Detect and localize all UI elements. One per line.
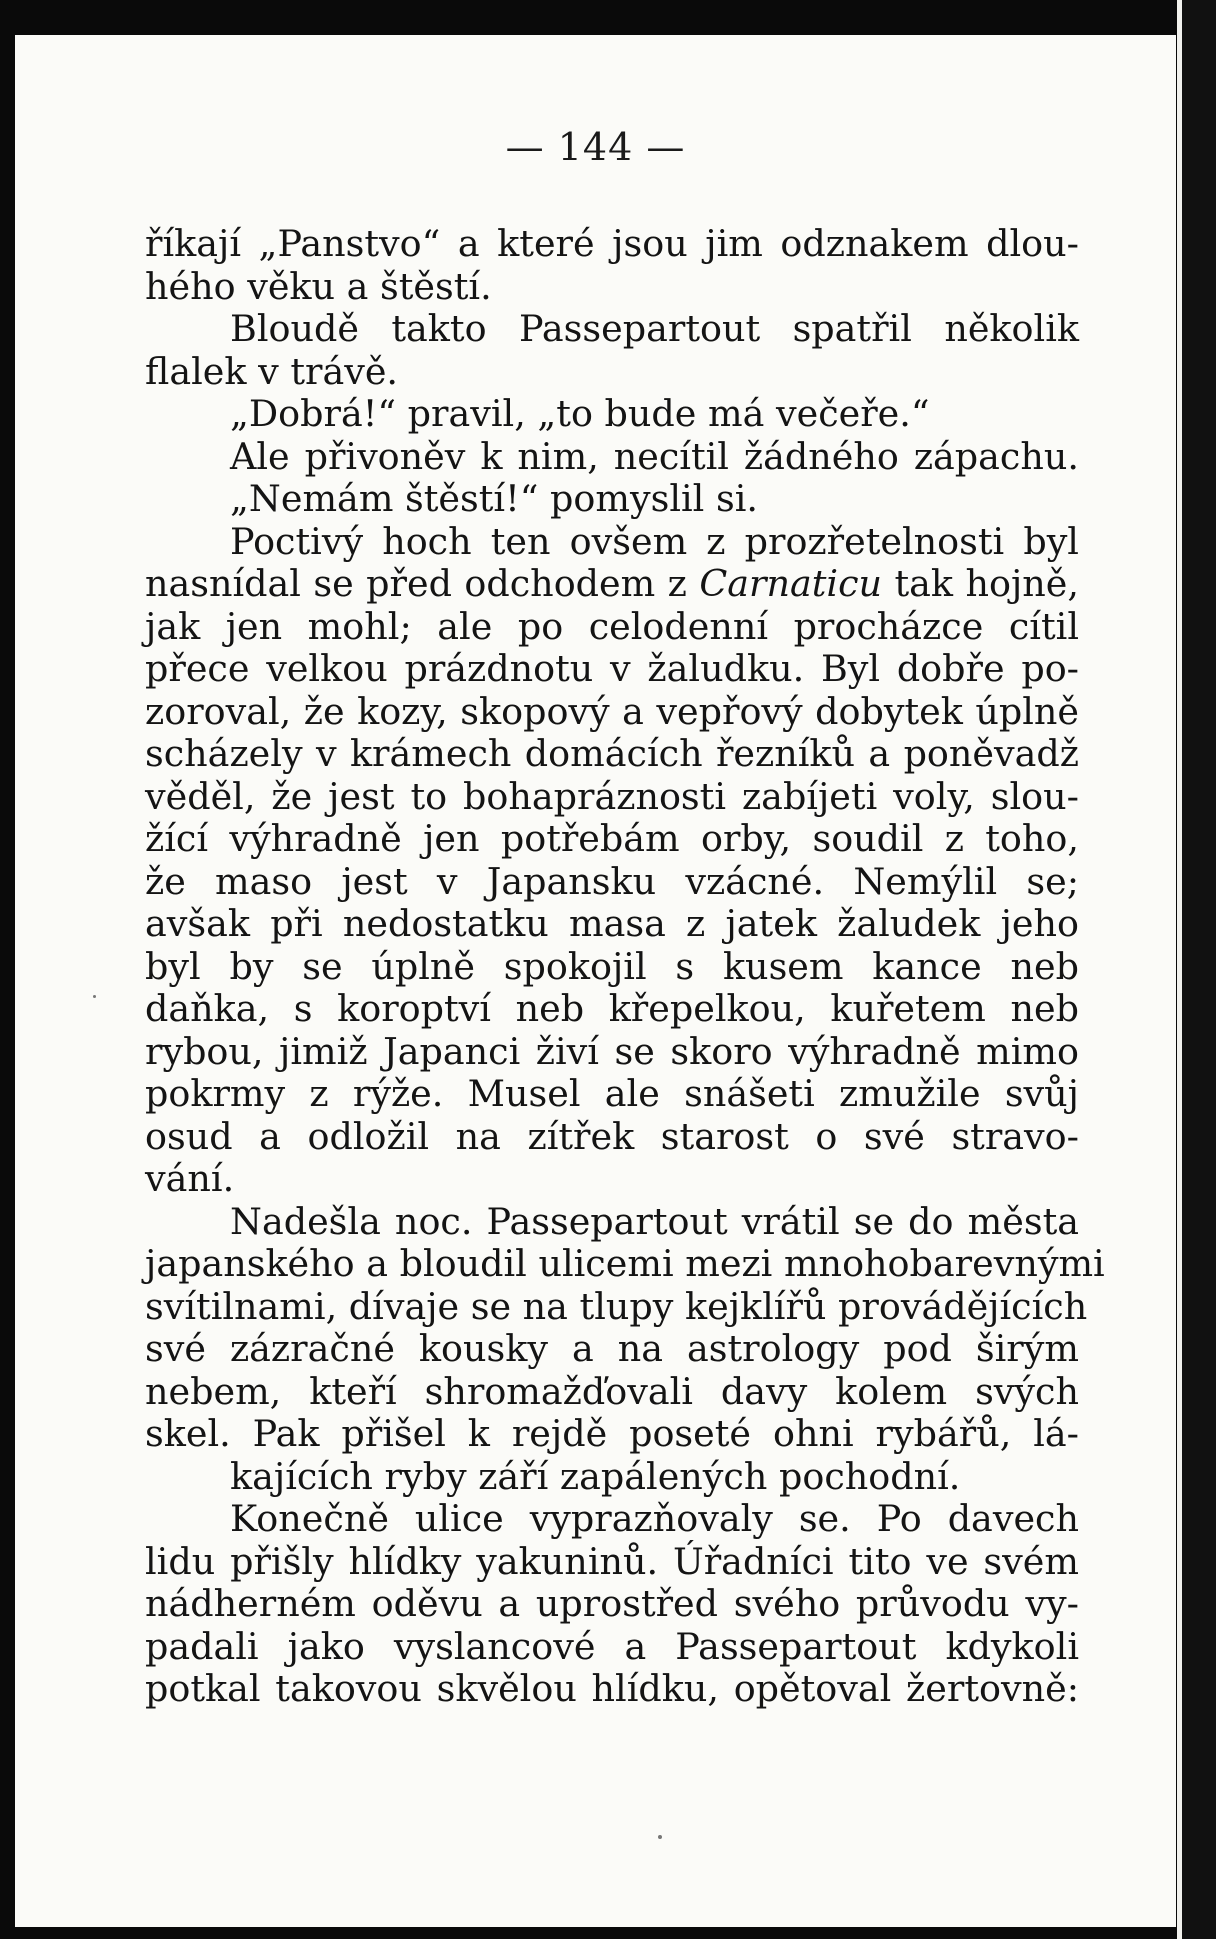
- text-line: Poctivý hoch ten ovšem z prozřetelnosti byl: [230, 519, 1079, 563]
- text-line: potkal takovou skvělou hlídku, opětoval žertovně:: [145, 1667, 1079, 1710]
- paper-speck: [658, 1835, 662, 1839]
- text-line: scházely v krámech domácích řezníků a poněvadž: [145, 732, 1079, 775]
- text-line: nádherném oděvu a uprostřed svého průvodu vy-: [145, 1582, 1079, 1625]
- text-line: nebem, kteří shromažďovali davy kolem svých: [145, 1369, 1079, 1413]
- text-line: hého věku a štěstí.: [145, 264, 492, 308]
- text-line: [145, 563, 1079, 606]
- text-line: Bloudě takto Passepartout spatřil několik: [230, 307, 1079, 350]
- text-line: flalek v trávě.: [145, 349, 399, 393]
- paper-speck: [93, 995, 96, 998]
- text-line: vání.: [145, 1157, 235, 1200]
- text-line: věděl, že jest to bohapráznosti zabíjeti voly, slou-: [145, 774, 1079, 818]
- text-line: avšak při nedostatku masa z jatek žaludek jeho: [145, 902, 1079, 945]
- text-line: daňka, s koroptví neb křepelkou, kuřetem neb: [145, 987, 1079, 1030]
- text-line: žící výhradně jen potřebám orby, soudil z toho,: [145, 817, 1079, 860]
- text-line: japanského a bloudil ulicemi mezi mnohobarevnými: [145, 1242, 1105, 1285]
- ship-name: Carnaticu: [699, 562, 883, 605]
- text-line: jak jen mohl; ale po celodenní procházce cítil: [145, 604, 1079, 648]
- text-line: lidu přišly hlídky yakuninů. Úřadníci tito ve svém: [145, 1539, 1079, 1583]
- text-line: Konečně ulice vyprazňovaly se. Po davech: [230, 1497, 1079, 1540]
- text-line: svítilnami, dívaje se na tlupy kejklířů provádějících: [145, 1284, 1088, 1328]
- text-line: své zázračné kousky a na astrology pod širým: [145, 1327, 1079, 1370]
- text-line: rybou, jimiž Japanci živí se skoro výhradně mimo: [145, 1029, 1079, 1073]
- text-line: přece velkou prázdnotu v žaludku. Byl dobře po-: [145, 647, 1079, 690]
- text-line: padali jako vyslancové a Passepartout kdykoli: [145, 1624, 1079, 1668]
- book-page: [15, 35, 1176, 1927]
- text-line: kajících ryby září zapálených pochodní.: [230, 1454, 961, 1498]
- text-fragment: tak hojně,: [882, 562, 1079, 605]
- text-line: že maso jest v Japansku vzácné. Nemýlil se;: [145, 859, 1079, 903]
- text-line: „Dobrá!“ pravil, „to bude má večeře.“: [230, 392, 930, 435]
- text-line: „Nemám štěstí!“ pomyslil si.: [230, 477, 758, 520]
- text-line: osud a odložil na zítřek starost o své stravo-: [145, 1114, 1079, 1158]
- page-number: — 144 —: [505, 125, 686, 169]
- text-line: skel. Pak přišel k rejdě poseté ohni rybářů, lá-: [145, 1412, 1079, 1455]
- text-line: říkají „Panstvo“ a které jsou jim odznakem dlou-: [145, 222, 1079, 265]
- text-line: pokrmy z rýže. Musel ale snášeti zmužile svůj: [145, 1072, 1079, 1115]
- scan-border: [1182, 0, 1216, 1939]
- text-line: byl by se úplně spokojil s kusem kance neb: [145, 944, 1079, 988]
- text-line: Ale přivoněv k nim, necítil žádného zápachu.: [230, 434, 1079, 478]
- body-text: [145, 222, 1105, 1711]
- text-fragment: nasnídal se před odchodem z: [145, 562, 700, 605]
- text-line: Nadešla noc. Passepartout vrátil se do města: [230, 1199, 1079, 1243]
- text-line: zoroval, že kozy, skopový a vepřový dobytek úplně: [145, 689, 1079, 733]
